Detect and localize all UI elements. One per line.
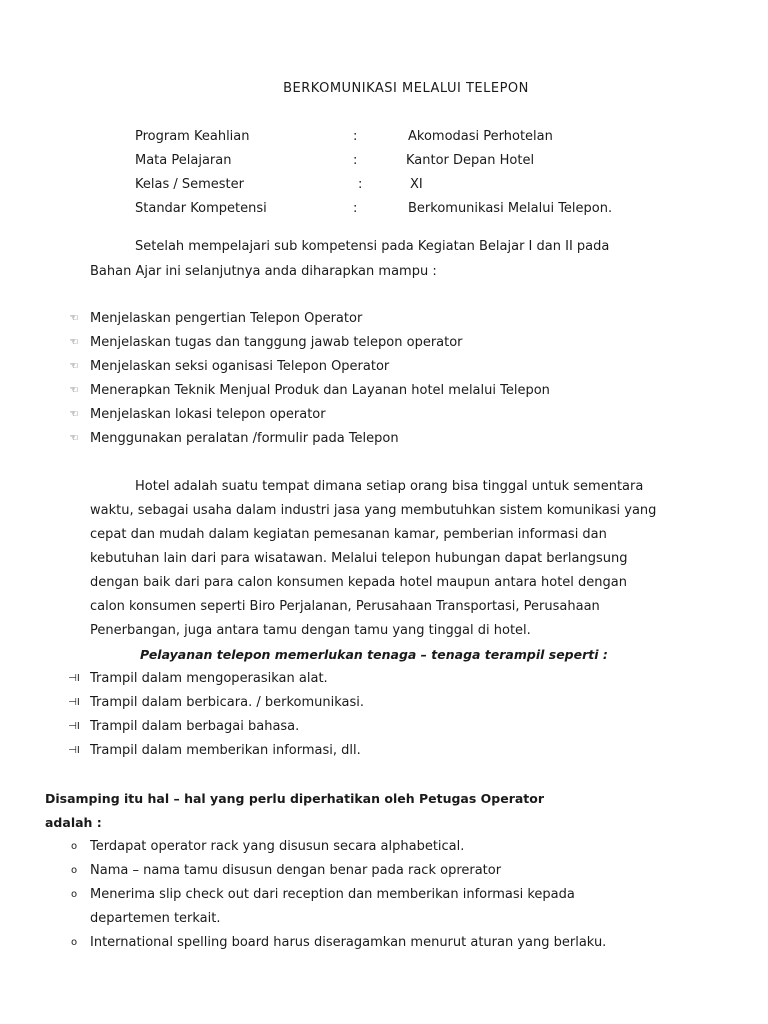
body-paragraph-line: waktu, sebagai usaha dalam industri jasa yang membutuhkan sistem komunikasi yang [90, 503, 657, 518]
objective-item: Menjelaskan tugas dan tanggung jawab telepon operator [90, 335, 463, 350]
intro-line: Setelah mempelajari sub kompetensi pada Kegiatan Belajar I dan II pada [135, 239, 610, 254]
pointing-hand-icon: ☜ [69, 433, 79, 444]
operator-item: Nama – nama tamu disusun dengan benar pada rack oprerator [90, 863, 502, 878]
skill-item: Trampil dalam memberikan informasi, dll. [90, 743, 361, 758]
pointing-hand-icon: ☜ [69, 361, 79, 372]
pointing-hand-icon: ☜ [69, 313, 79, 324]
info-colon: : [353, 201, 358, 216]
intro-line: Bahan Ajar ini selanjutnya anda diharapkan mampu : [90, 264, 437, 279]
circle-bullet-icon: o [70, 865, 78, 876]
circle-bullet-icon: o [70, 841, 78, 852]
skills-heading: Pelayanan telepon memerlukan tenaga – tenaga terampil seperti : [140, 647, 608, 662]
arrow-bar-icon: ⊣I [68, 697, 80, 708]
operator-item: Terdapat operator rack yang disusun secara alphabetical. [90, 839, 465, 854]
body-paragraph-line: cepat dan mudah dalam kegiatan pemesanan kamar, pemberian informasi dan [90, 527, 607, 542]
info-label-competency: Standar Kompetensi [135, 201, 267, 216]
skill-item: Trampil dalam mengoperasikan alat. [90, 671, 328, 686]
skill-item: Trampil dalam berbicara. / berkomunikasi. [90, 695, 365, 710]
body-paragraph-line: dengan baik dari para calon konsumen kepada hotel maupun antara hotel dengan [90, 575, 627, 590]
info-label-class: Kelas / Semester [135, 177, 244, 192]
document-title: BERKOMUNIKASI MELALUI TELEPON [283, 81, 529, 96]
body-paragraph-line: calon konsumen seperti Biro Perjalanan, Perusahaan Transportasi, Perusahaan [90, 599, 600, 614]
info-colon: : [353, 153, 358, 168]
arrow-bar-icon: ⊣I [68, 673, 80, 684]
skill-item: Trampil dalam berbagai bahasa. [90, 719, 300, 734]
operator-item-continuation: departemen terkait. [90, 911, 221, 926]
info-value-competency: Berkomunikasi Melalui Telepon. [408, 201, 613, 216]
operator-item: International spelling board harus diseragamkan menurut aturan yang berlaku. [90, 935, 607, 950]
body-paragraph-line: Hotel adalah suatu tempat dimana setiap orang bisa tinggal untuk sementara [135, 479, 644, 494]
info-value-subject: Kantor Depan Hotel [406, 153, 535, 168]
arrow-bar-icon: ⊣I [68, 745, 80, 756]
info-label-subject: Mata Pelajaran [135, 153, 232, 168]
objective-item: Menjelaskan lokasi telepon operator [90, 407, 326, 422]
operator-heading-cont: adalah : [45, 815, 102, 830]
operator-heading: Disamping itu hal – hal yang perlu diperhatikan oleh Petugas Operator [45, 791, 545, 806]
operator-item: Menerima slip check out dari reception dan memberikan informasi kepada [90, 887, 575, 902]
circle-bullet-icon: o [70, 889, 78, 900]
pointing-hand-icon: ☜ [69, 385, 79, 396]
pointing-hand-icon: ☜ [69, 409, 79, 420]
arrow-bar-icon: ⊣I [68, 721, 80, 732]
info-colon: : [353, 129, 358, 144]
info-value-class: XI [410, 177, 423, 192]
info-label-program: Program Keahlian [135, 129, 250, 144]
objective-item: Menjelaskan pengertian Telepon Operator [90, 311, 363, 326]
info-value-program: Akomodasi Perhotelan [408, 129, 553, 144]
objective-item: Menggunakan peralatan /formulir pada Telepon [90, 431, 399, 446]
objective-item: Menerapkan Teknik Menjual Produk dan Layanan hotel melalui Telepon [90, 383, 550, 398]
body-paragraph-line: Penerbangan, juga antara tamu dengan tamu yang tinggal di hotel. [90, 623, 531, 638]
body-paragraph-line: kebutuhan lain dari para wisatawan. Melalui telepon hubungan dapat berlangsung [90, 551, 628, 566]
pointing-hand-icon: ☜ [69, 337, 79, 348]
info-colon: : [358, 177, 363, 192]
objective-item: Menjelaskan seksi oganisasi Telepon Operator [90, 359, 390, 374]
circle-bullet-icon: o [70, 937, 78, 948]
